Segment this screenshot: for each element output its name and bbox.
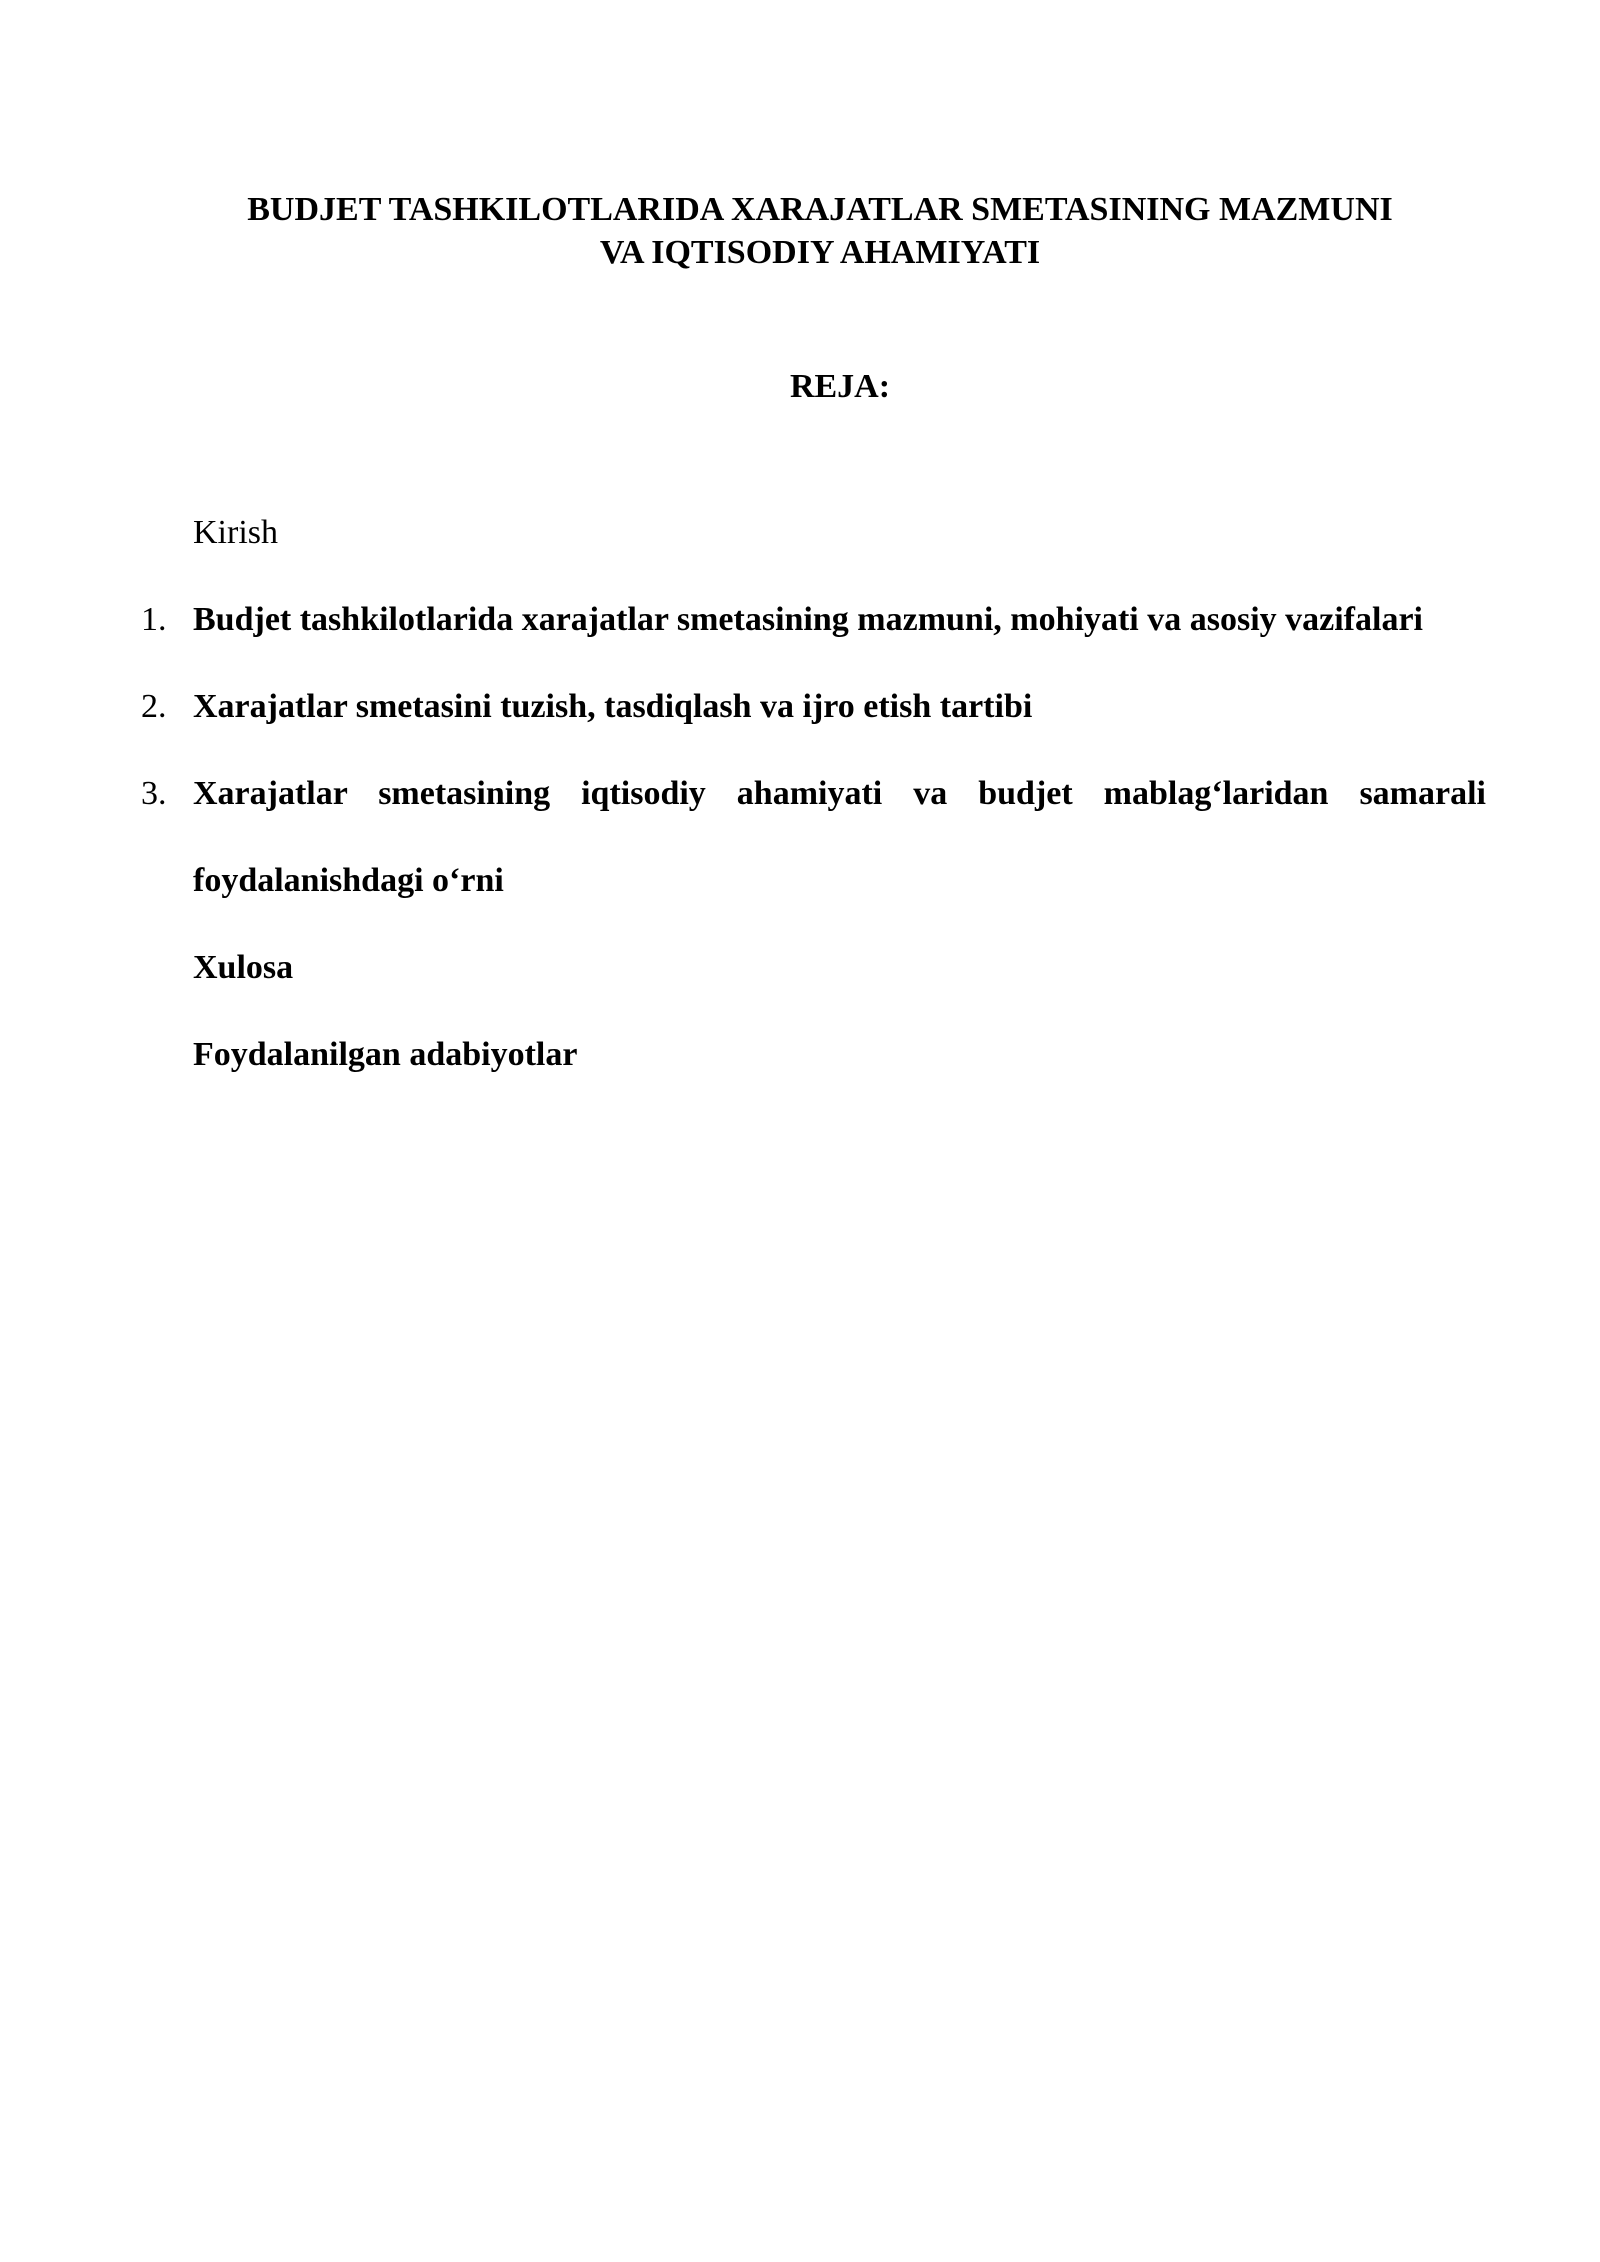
plan-item-text: Xarajatlar smetasini tuzish, tasdiqlash va ijro etish tartibi [193,688,1033,725]
document-title-line-2: VA IQTISODIY AHAMIYATI [599,234,1041,271]
plan-item-text: Budjet tashkilotlarida xarajatlar smetasining mazmuni, mohiyati va asosiy vazifalari [193,601,1423,638]
plan-heading: REJA: [789,368,891,405]
plan-item-text: Xarajatlar smetasining iqtisodiy ahamiyati va budjet mablag‘laridan samarali foydalanishdagi o‘rni [193,775,1486,899]
plan-references: Foydalanilgan adabiyotlar [193,1036,578,1073]
plan-item-number: 3. [141,775,167,812]
plan-list [141,489,1486,1098]
plan-item-1 [141,576,1486,663]
document-title-line-1: BUDJET TASHKILOTLARIDA XARAJATLAR SMETASINING MAZMUNI [247,191,1393,228]
document-title [150,188,1490,274]
plan-item-number: 2. [141,688,167,725]
plan-item-3 [141,750,1486,924]
plan-item-2 [141,663,1486,750]
plan-intro: Kirish [193,514,278,551]
plan-conclusion: Xulosa [193,949,294,986]
plan-item-number: 1. [141,601,167,638]
